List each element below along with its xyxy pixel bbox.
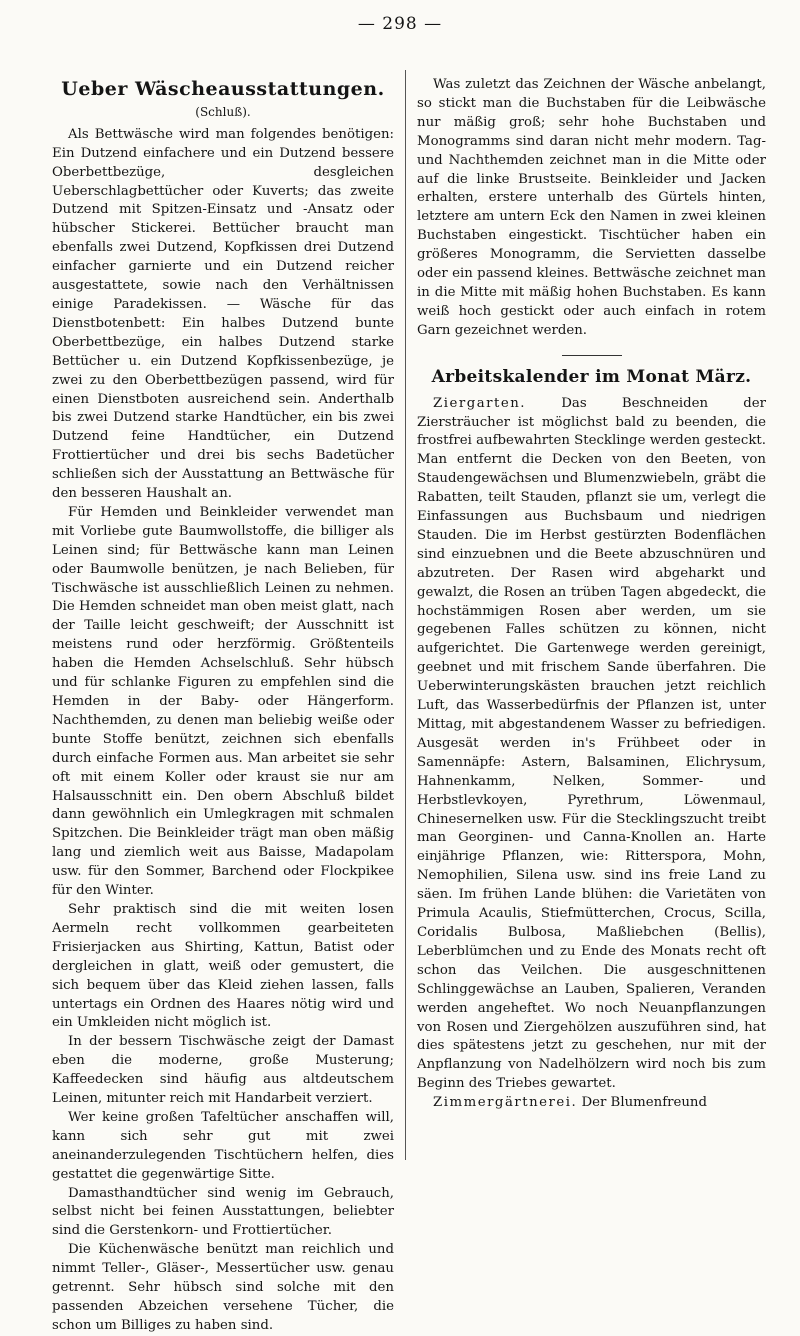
paragraph: Für Hemden und Beinkleider verwendet man mit Vorliebe gute Baumwollstoffe, die billiger als Leinen sind; für Bettwäsche kann man Leinen oder Baumwolle benützen, je nach Belieben, für Tischwäsche ist ausschließlich Leinen zu nehmen. Die Hemden schneidet man oben meist glatt, nach der Taille leicht geschweift; der Ausschnitt ist meistens rund oder herzförmig. Größtenteils haben die Hemden Achselschluß. Sehr hübsch und für schlanke Figuren zu empfehlen sind die Hemden in der Baby- oder Hängerform. Nachthemden, zu denen man beliebig weiße oder bunte Stoffe benützt, zeichnen sich ebenfalls durch einfache Formen aus. Man arbeitet sie sehr oft mit einem Koller oder kraust sie nur am Halsausschnitt ein. Den obern Abschluß bildet dann gewöhnlich ein Umlegkragen mit schmalen Spitzchen. Die Beinkleider trägt man oben mäßig lang und ziemlich weit aus Baisse, Madapolam usw. für den Sommer, Barchend oder Flockpikee für den Winter. [52,504,394,899]
column-divider [405,70,406,1160]
paragraph-text: Der Blumenfreund [577,1095,707,1111]
right-column [417,76,766,1113]
paragraph: Was zuletzt das Zeichnen der Wäsche anbelangt, so stickt man die Buchstaben für die Leibwäsche nur mäßig groß; sehr hohe Buchstaben und Monogramms sind daran nicht mehr modern. Tag- und Nachthemden zeichnet man in die Mitte oder auf die linke Brustseite. Beinkleider und Jacken erhalten, erstere unterhalb des Gürtels hinten, letztere am untern Eck den Namen in zwei kleinen Buchstaben eingestickt. Tischtücher haben ein größeres Monogramm, die Servietten dasselbe oder ein passend kleines. Bettwäsche zeichnet man in die Mitte mit mäßig hohen Buchstaben. Es kann weiß hoch gestickt oder auch einfach in rotem Garn gezeichnet werden. [417,77,766,338]
paragraph-lead: Ziergarten. [433,395,527,411]
left-column [52,74,394,1336]
article-title-arbeitskalender: Arbeitskalender im Monat März. [431,366,752,387]
paragraph-ziergarten [417,395,766,1095]
page-number: — 298 — [357,14,443,34]
paragraph-zimmergaertnerei [417,1094,766,1113]
article-title-waesche: Ueber Wäscheausstattungen. [61,78,385,100]
paragraph: Damasthandtücher sind wenig im Gebrauch, selbst nicht bei feinen Ausstattungen, beliebter sind die Gerstenkorn- und Frottiertücher. [52,1185,394,1239]
paragraph: Wer keine großen Tafeltücher anschaffen will, kann sich sehr gut mit zwei aneinanderzulegenden Tischtüchern helfen, dies gestattet die gegenwärtige Sitte. [52,1109,394,1182]
section-separator [562,355,622,356]
paragraph-lead: Zimmergärtnerei. [433,1095,578,1111]
paragraph: Sehr praktisch sind die mit weiten losen Aermeln recht vollkommen gearbeiteten Frisierjacken aus Shirting, Kattun, Batist oder dergleichen in glatt, weiß oder gemustert, die sich bequem über das Kleid ziehen lassen, falls untertags ein Ordnen des Haares nötig wird und ein Umkleiden nicht möglich ist. [52,901,394,1031]
paragraph: Die Küchenwäsche benützt man reichlich und nimmt Teller-, Gläser-, Messertücher usw. genau getrennt. Sehr hübsch sind solche mit den passenden Abzeichen versehene Tücher, die schon um Billiges zu haben sind. [52,1242,394,1333]
paragraph: Als Bettwäsche wird man folgendes benötigen: Ein Dutzend einfachere und ein Dutzend bessere Oberbettbezüge, desgleichen Ueberschlagbettücher oder Kuverts; das zweite Dutzend mit Spitzen-Einsatz und -Ansatz oder hübscher Stickerei. Bettücher braucht man ebenfalls zwei Dutzend, Kopfkissen drei Dutzend einfacher garnierte und ein Dutzend reicher ausgestattete, sowie nach den Verhältnissen einige Paradekissen. — Wäsche für das Dienstbotenbett: Ein halbes Dutzend bunte Oberbettbezüge, ein halbes Dutzend starke Bettücher u. ein Dutzend Kopfkissenbezüge, je zwei zu den Oberbettbezügen passend, wird für einen Dienstboten ausreichend sein. Anderthalb bis zwei Dutzend starke Handtücher, ein bis zwei Dutzend feine Handtücher, ein Dutzend Frottiertücher und drei bis sechs Badetücher schließen sich der Ausstattung an Bettwäsche für den besseren Haushalt an. [52,126,394,502]
paragraph-text: Das Beschneiden der Ziersträucher ist möglichst bald zu beenden, die frostfrei aufbewahrten Stecklinge werden gesteckt. Man entfernt die Decken von den Beeten, von Staudengewächsen und Blumenzwiebeln, gräbt die Rabatten, teilt Stauden, pflanzt sie um, verlegt die Einfassungen aus Buchsbaum und niedrigen Stauden. Die im Herbst gestürzten Bodenflächen sind einzuebnen und die Beete abzuschnüren und abzutreten. Der Rasen wird abgeharkt und gewalzt, die Rosen an trüben Tagen abgedeckt, die hochstämmigen Rosen aber werden, um sie gegebenen Falles schützen zu können, nicht aufgerichtet. Die Gartenwege werden gereinigt, geebnet und mit frischem Sande überfahren. Die Ueberwinterungskästen brauchen jetzt reichlich Luft, das Wasserbedürfnis der Pflanzen ist, unter Mittag, mit abgestandenem Wasser zu befriedigen. Ausgesät werden in's Frühbeet oder in Samennäpfe: Astern, Balsaminen, Elichrysum, Hahnenkamm, Nelken, Sommer- und Herbstlevkoyen, Pyrethrum, Löwenmaul, Chinesernelken usw. Für die Stecklingszucht treibt man Georginen- und Canna-Knollen an. Harte einjährige Pflanzen, wie: Ritterspora, Mohn, Nemophilien, Silena usw. sind ins freie Land zu säen. Im frühen Lande blühen: die Varietäten von Primula Acaulis, Stiefmütterchen, Crocus, Scilla, Coridalis Bulbosa, Maßliebchen (Bellis), Leberblümchen und zu Ende des Monats recht oft schon das Veilchen. Die ausgeschnittenen Schlinggewächse an Lauben, Spalieren, Veranden werden angeheftet. Wo noch Neuanpflanzungen von Rosen und Ziergehölzen auszuführen sind, hat dies spätestens jetzt zu geschehen, nur mit der Anpflanzung von Nadelhölzern wird noch bis zum Beginn des Triebes gewartet. [417,395,766,1092]
paragraph: In der bessern Tischwäsche zeigt der Damast eben die moderne, große Musterung; Kaffeedecken sind häufig aus altdeutschem Leinen, mitunter reich mit Handarbeit verziert. [52,1034,394,1107]
article-subtitle: (Schluß). [195,104,251,119]
